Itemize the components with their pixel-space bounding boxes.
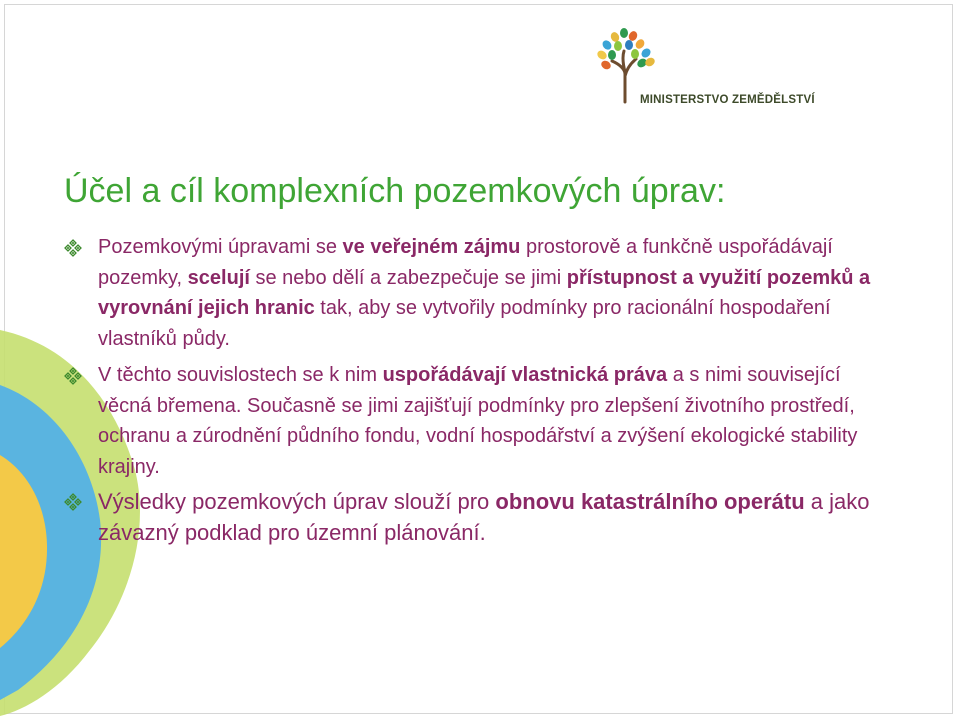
four-diamond-bullet-icon [64, 367, 82, 385]
four-diamond-bullet-icon [64, 239, 82, 257]
four-diamond-bullet-icon [64, 493, 82, 511]
tree-logo-icon [594, 24, 684, 104]
ministry-logo [594, 24, 834, 124]
bullet-item-2 [98, 360, 878, 482]
bullet-item-3 [98, 486, 878, 548]
bullet-text-3: Výsledky pozemkových úprav slouží pro obnovu katastrálního operátu a jako závazný podklad pro územní plánování. [98, 489, 870, 545]
bullet-text-1: Pozemkovými úpravami se ve veřejném zájmu prostorově a funkčně uspořádávají pozemky, scelují se nebo dělí a zabezpečuje se jimi přístupnost a využití pozemků a vyrovnání jejich hranic tak, aby se vytvořily podmínky pro racionální hospodaření vlastníků půdy. [98, 236, 871, 350]
bullet-list [98, 232, 878, 548]
ministry-logo-text: MINISTERSTVO ZEMĚDĚLSTVÍ [640, 94, 815, 106]
bullet-item-1 [98, 232, 878, 354]
slide-title: Účel a cíl komplexních pozemkových úprav: [64, 172, 726, 210]
bullet-text-2: V těchto souvislostech se k nim uspořádávají vlastnická práva a s nimi související věcná břemena. Současně se jimi zajišťují podmínky pro zlepšení životního prostředí, ochranu a zúrodnění půdního fondu, vodní hospodářství a zvýšení ekologické stability krajiny. [98, 364, 858, 478]
